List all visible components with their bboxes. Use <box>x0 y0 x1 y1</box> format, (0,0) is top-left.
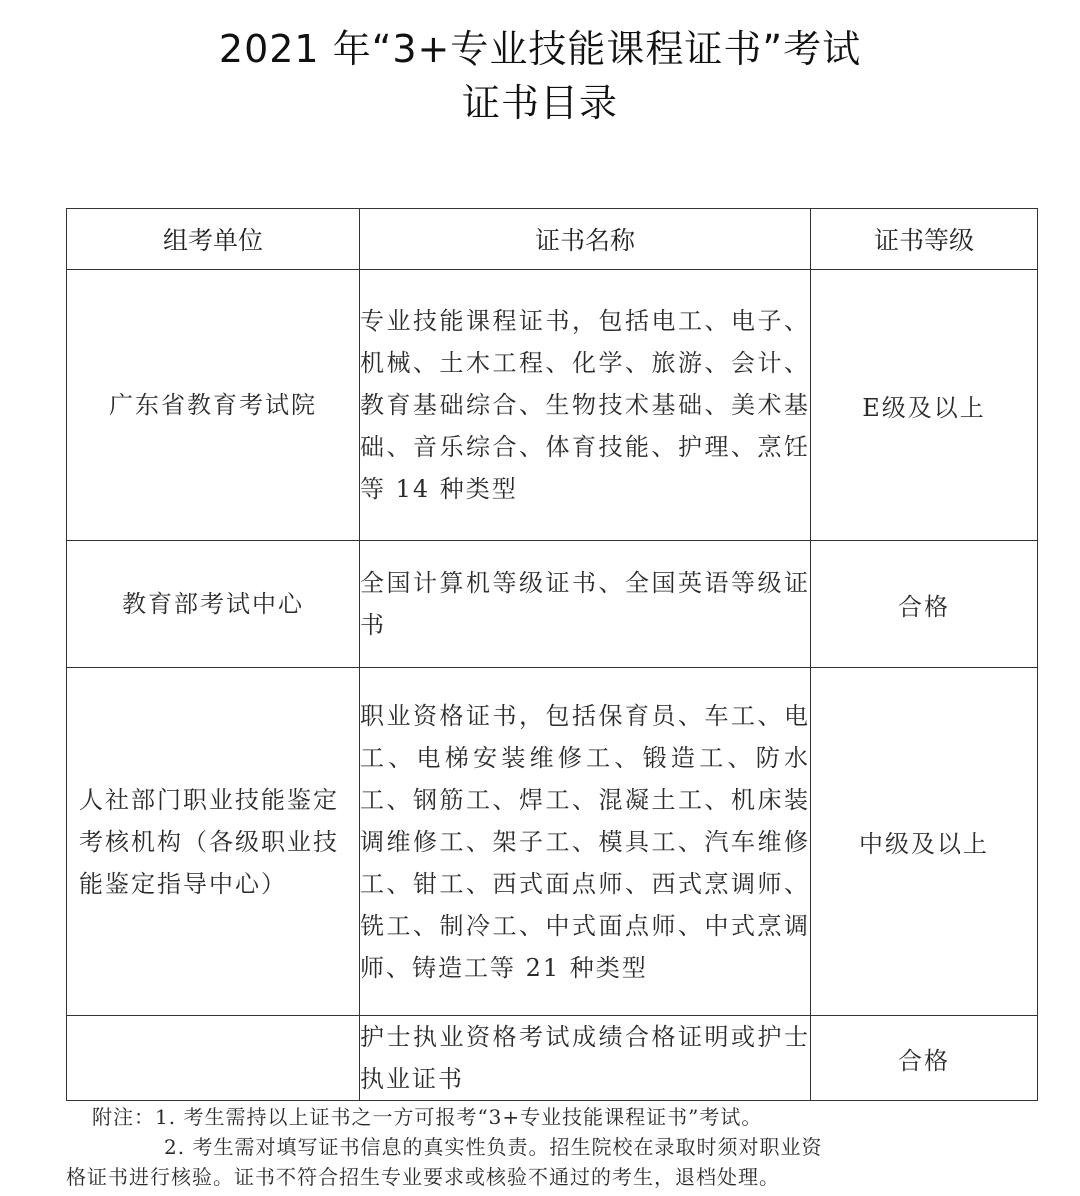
header-certificate-level: 证书等级 <box>811 209 1038 270</box>
cell-certificate-name: 护士执业资格考试成绩合格证明或护士执业证书 <box>360 1016 811 1101</box>
notes-section <box>66 1102 1056 1192</box>
table-header-row <box>67 209 1038 270</box>
note-line-1: 附注：1. 考生需持以上证书之一方可报考“3+专业技能课程证书”考试。 <box>92 1105 763 1129</box>
cell-certificate-name: 全国计算机等级证书、全国英语等级证书 <box>360 541 811 668</box>
table-row <box>67 541 1038 668</box>
cell-certificate-level: 中级及以上 <box>811 668 1038 1016</box>
cell-certificate-level: 合格 <box>811 541 1038 668</box>
note-line-2: 2. 考生需对填写证书信息的真实性负责。招生院校在录取时须对职业资 <box>164 1135 823 1159</box>
table-row <box>67 1016 1038 1101</box>
cell-exam-unit: 教育部考试中心 <box>67 541 360 668</box>
cell-exam-unit: 人社部门职业技能鉴定考核机构（各级职业技能鉴定指导中心） <box>67 668 360 1016</box>
document-subtitle: 证书目录 <box>461 81 618 125</box>
cell-certificate-level: E级及以上 <box>811 270 1038 541</box>
cell-certificate-level: 合格 <box>811 1016 1038 1101</box>
cell-certificate-name: 专业技能课程证书，包括电工、电子、机械、土木工程、化学、旅游、会计、教育基础综合、生物技术基础、美术基础、音乐综合、体育技能、护理、烹饪等 14 种类型 <box>360 270 811 541</box>
document-title: 2021 年“3+专业技能课程证书”考试 <box>218 27 862 71</box>
note-line-3: 格证书进行核验。证书不符合招生专业要求或核验不通过的考生，退档处理。 <box>66 1165 780 1189</box>
certificate-table <box>66 208 1038 1101</box>
table-row <box>67 668 1038 1016</box>
table-row <box>67 270 1038 541</box>
cell-exam-unit <box>67 1016 360 1101</box>
cell-certificate-name: 职业资格证书，包括保育员、车工、电工、电梯安装维修工、锻造工、防水工、钢筋工、焊工、混凝土工、机床装调维修工、架子工、模具工、汽车维修工、钳工、西式面点师、西式烹调师、铣工、制冷工、中式面点师、中式烹调师、铸造工等 21 种类型 <box>360 668 811 1016</box>
header-certificate-name: 证书名称 <box>360 209 811 270</box>
cell-exam-unit: 广东省教育考试院 <box>67 270 360 541</box>
header-exam-unit: 组考单位 <box>67 209 360 270</box>
